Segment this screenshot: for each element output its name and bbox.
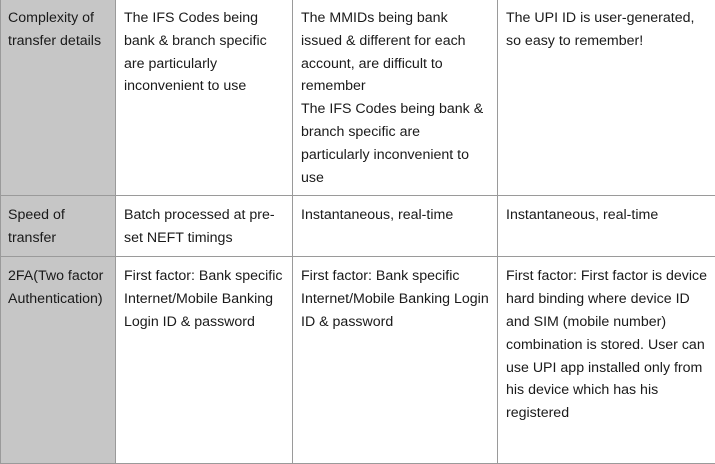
table-cell — [116, 257, 293, 464]
cell-text: The UPI ID is user-generated, so easy to remember! — [506, 7, 709, 53]
cell-text: First factor: Bank specific Internet/Mobile Banking Login ID & password — [301, 265, 491, 333]
cell-text: The MMIDs being bank issued & different for each account, are difficult to remember — [301, 7, 491, 98]
cell-text: First factor: First factor is device hard binding where device ID and SIM (mobile number) combination is stored. User can use UPI app installed only from his device which has his registered — [506, 265, 709, 425]
cell-text: First factor: Bank specific Internet/Mobile Banking Login ID & password — [124, 265, 286, 333]
cell-text: Instantaneous, real-time — [301, 204, 491, 227]
table-cell — [498, 196, 715, 257]
row-header: 2FA(Two factor Authentication) — [1, 257, 116, 464]
row-header: Speed of transfer — [1, 196, 116, 257]
table-cell — [498, 257, 715, 464]
cell-text: The IFS Codes being bank & branch specific are particularly inconvenient to use — [124, 7, 286, 98]
row-header: Complexity of transfer details — [1, 0, 116, 196]
table-cell — [116, 196, 293, 257]
table-cell — [293, 196, 498, 257]
table-row — [1, 0, 715, 196]
cell-text: The IFS Codes being bank & branch specific are particularly inconvenient to use — [301, 98, 491, 189]
table-cell — [498, 0, 715, 196]
cell-text: Instantaneous, real-time — [506, 204, 709, 227]
table-cell — [116, 0, 293, 196]
cell-text: Batch processed at pre-set NEFT timings — [124, 204, 286, 250]
table-cell — [293, 0, 498, 196]
table-row — [1, 196, 715, 257]
table-row — [1, 257, 715, 464]
table-cell — [293, 257, 498, 464]
